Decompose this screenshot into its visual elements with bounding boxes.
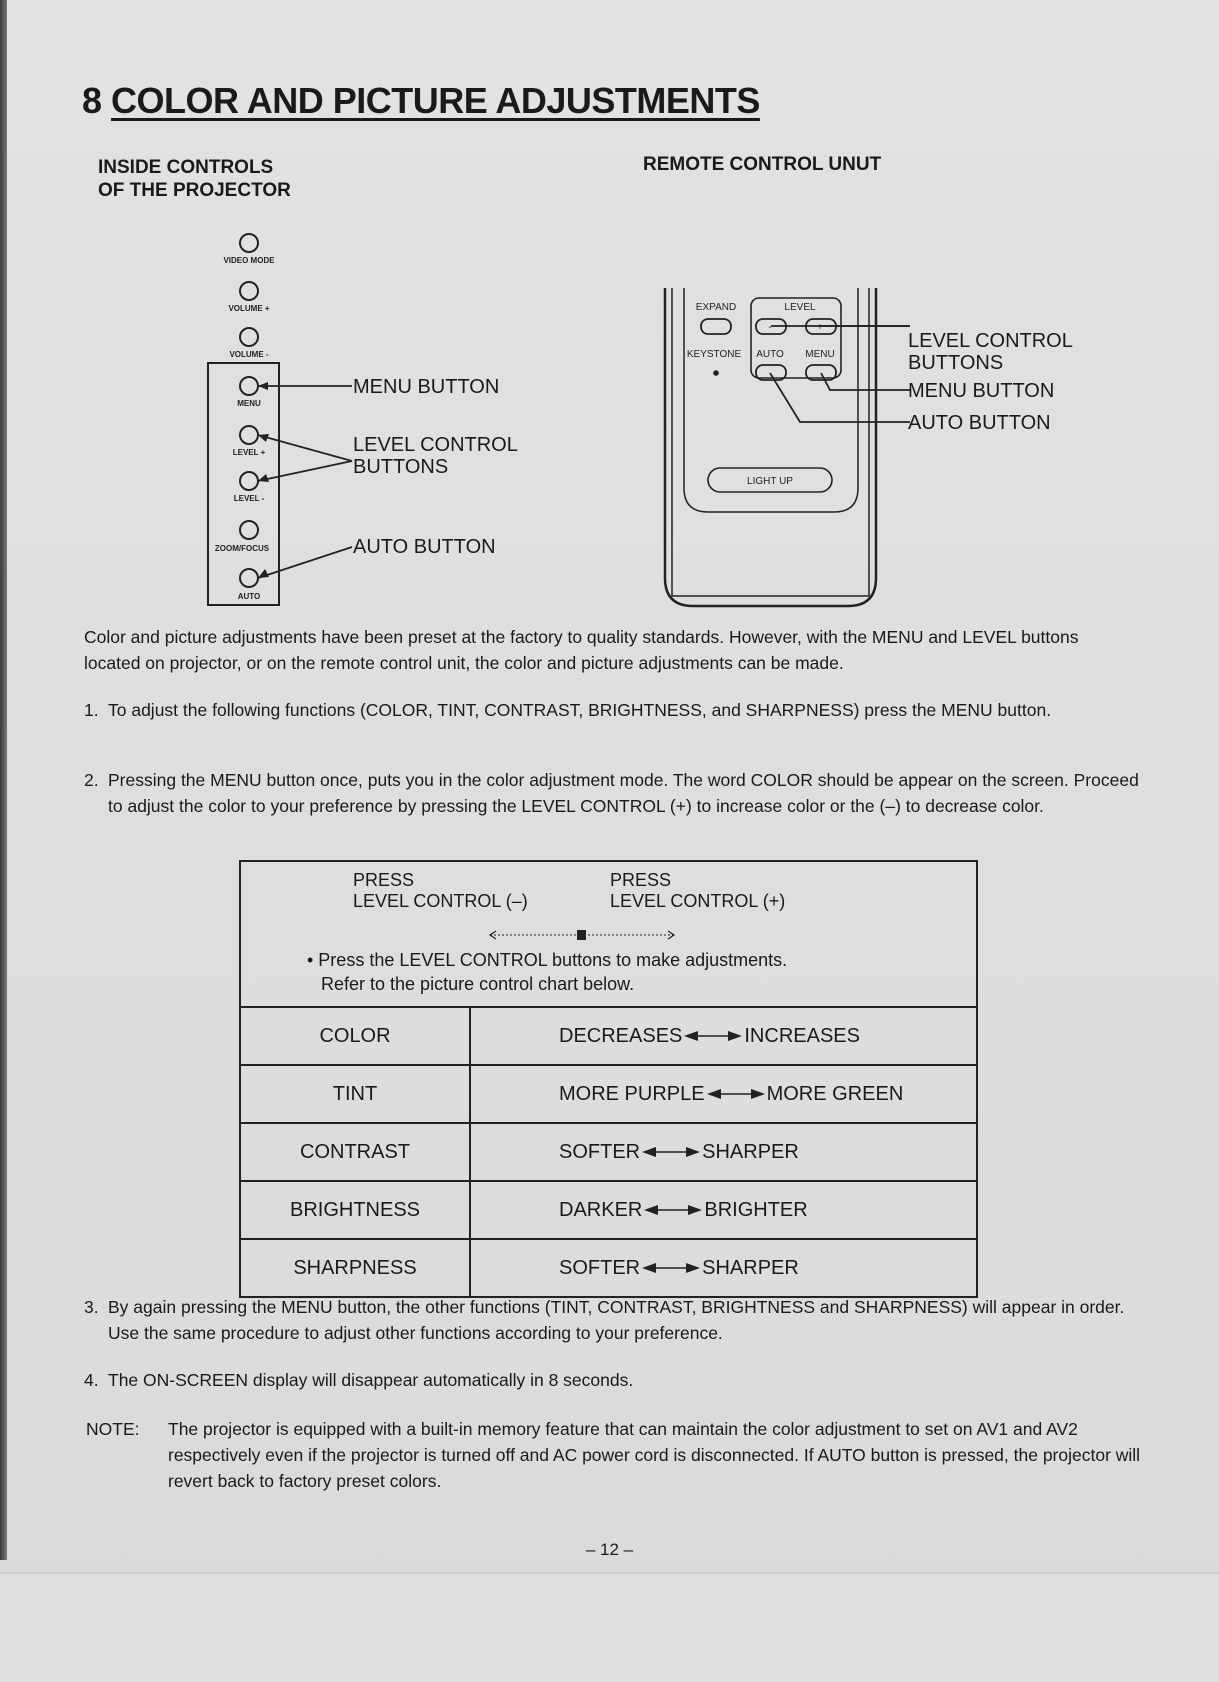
row-effect-left: DECREASES (559, 1024, 683, 1047)
step-1 (84, 697, 1139, 723)
remote-level-label: LEVEL (784, 302, 816, 313)
zoom-focus-button[interactable] (240, 521, 258, 539)
video-mode-label: VIDEO MODE (223, 256, 275, 265)
step-4 (84, 1367, 1139, 1393)
volume-up-label: VOLUME + (228, 304, 270, 313)
menu-label: MENU (237, 399, 261, 408)
row-function-name: CONTRAST (240, 1123, 470, 1181)
volume-up-button[interactable] (240, 282, 258, 300)
step-3-text: By again pressing the MENU button, the other functions (TINT, CONTRAST, BRIGHTNESS and SHARPNESS) will appear in order. Use the same procedure to adjust other functions according to your preference. (108, 1297, 1125, 1343)
press-plus-text (610, 870, 785, 912)
step-4-number: 4. (84, 1370, 99, 1390)
page-title (82, 80, 760, 122)
inside-callout-lines (258, 386, 352, 578)
chart-instructions (307, 948, 787, 996)
double-arrow-icon (644, 1204, 702, 1216)
row-effect (470, 1123, 977, 1181)
remote-level-callout-line1: LEVEL CONTROL (908, 330, 1073, 352)
row-effect-left: SOFTER (559, 1140, 641, 1163)
remote-light-up-label: LIGHT UP (747, 476, 793, 487)
remote-expand-button[interactable] (701, 319, 731, 334)
inside-heading-line1: INSIDE CONTROLS (98, 157, 274, 178)
row-function-name: SHARPNESS (240, 1239, 470, 1297)
level-indicator-bar (488, 928, 678, 942)
picture-control-chart (239, 860, 978, 1298)
inside-controls-heading (98, 156, 291, 202)
step-2 (84, 767, 1139, 819)
auto-button[interactable] (240, 569, 258, 587)
binding-edge (0, 0, 7, 1560)
row-effect-left: SOFTER (559, 1256, 641, 1279)
chart-instructions-line1: • Press the LEVEL CONTROL buttons to make adjustments. (307, 950, 788, 970)
page-bottom-margin (0, 1572, 1219, 1682)
chart-rows (240, 1007, 977, 1297)
double-arrow-icon (684, 1030, 742, 1042)
page-number: – 12 – (585, 1540, 634, 1559)
inside-auto-callout: AUTO BUTTON (353, 536, 496, 558)
note-block (86, 1416, 1141, 1494)
level-up-label: LEVEL + (232, 448, 266, 457)
auto-label: AUTO (237, 592, 261, 601)
table-row (240, 1239, 977, 1297)
row-effect (470, 1007, 977, 1065)
intro-paragraph: Color and picture adjustments have been preset at the factory to quality standards. However, with the MENU and LEVEL buttons located on projector, or on the remote control unit, the color and picture adjustments can be made. (84, 627, 1079, 673)
press-plus-line2: LEVEL CONTROL (+) (610, 891, 786, 911)
table-row (240, 1181, 977, 1239)
video-mode-button[interactable] (240, 234, 258, 252)
double-arrow-icon (642, 1146, 700, 1158)
chart-header (240, 861, 977, 1007)
inside-level-callout (353, 434, 518, 478)
row-effect (470, 1239, 977, 1297)
zoom-focus-label: ZOOM/FOCUS (214, 544, 270, 553)
level-down-button[interactable] (240, 472, 258, 490)
row-effect-right: SHARPER (702, 1256, 799, 1279)
inside-level-callout-line2: BUTTONS (353, 456, 449, 478)
row-effect-right: SHARPER (702, 1140, 799, 1163)
level-up-button[interactable] (240, 426, 258, 444)
row-effect-right: MORE GREEN (766, 1082, 904, 1105)
volume-down-label: VOLUME - (229, 350, 269, 359)
row-effect-left: DARKER (559, 1198, 643, 1221)
remote-menu-label: MENU (805, 349, 835, 360)
step-1-number: 1. (84, 700, 99, 720)
volume-down-button[interactable] (240, 328, 258, 346)
remote-keystone-label: KEYSTONE (686, 349, 742, 360)
row-function-name: TINT (240, 1065, 470, 1123)
remote-outer-body (665, 288, 876, 606)
note-label: NOTE: (86, 1419, 140, 1439)
table-row (240, 1065, 977, 1123)
remote-level-callout (908, 330, 1073, 374)
inside-menu-callout: MENU BUTTON (353, 376, 500, 398)
menu-button[interactable] (240, 377, 258, 395)
title-number: 8 (82, 80, 102, 121)
step-1-text: To adjust the following functions (COLOR, TINT, CONTRAST, BRIGHTNESS, and SHARPNESS) press the MENU button. (108, 700, 1052, 720)
title-text: COLOR AND PICTURE ADJUSTMENTS (111, 80, 760, 121)
step-3 (84, 1294, 1139, 1346)
row-effect (470, 1065, 977, 1123)
double-arrow-icon (707, 1088, 765, 1100)
remote-keystone-indicator (713, 370, 719, 376)
remote-expand-label: EXPAND (695, 302, 737, 313)
row-effect-right: BRIGHTER (704, 1198, 808, 1221)
remote-level-callout-line2: BUTTONS (908, 352, 1004, 374)
step-3-number: 3. (84, 1297, 99, 1317)
remote-auto-callout: AUTO BUTTON (908, 412, 1051, 434)
table-row (240, 1123, 977, 1181)
press-plus-line1: PRESS (610, 870, 672, 890)
remote-control-heading: REMOTE CONTROL UNUT (643, 154, 882, 175)
level-down-label: LEVEL - (233, 494, 265, 503)
row-effect-left: MORE PURPLE (559, 1082, 705, 1105)
remote-auto-label: AUTO (756, 349, 784, 360)
row-effect-right: INCREASES (744, 1024, 860, 1047)
row-effect (470, 1181, 977, 1239)
row-function-name: BRIGHTNESS (240, 1181, 470, 1239)
inside-heading-line2: OF THE PROJECTOR (98, 180, 291, 201)
remote-menu-callout: MENU BUTTON (908, 380, 1055, 402)
press-minus-line2: LEVEL CONTROL (–) (353, 891, 528, 911)
double-arrow-icon (642, 1262, 700, 1274)
press-minus-text (353, 870, 528, 912)
table-row (240, 1007, 977, 1065)
note-text: The projector is equipped with a built-in memory feature that can maintain the color adjustment to set on AV1 and AV2 respectively even if the projector is turned off and AC power cord is disconnected. If AUTO button is pressed, the projector will revert back to factory preset colors. (168, 1419, 1141, 1491)
inside-level-callout-line1: LEVEL CONTROL (353, 434, 518, 456)
remote-plus-label: + (817, 322, 823, 333)
row-function-name: COLOR (240, 1007, 470, 1065)
remote-minus-label: - (768, 322, 772, 333)
step-4-text: The ON-SCREEN display will disappear automatically in 8 seconds. (108, 1370, 634, 1390)
level-indicator-marker (577, 930, 586, 940)
chart-instructions-line2: Refer to the picture control chart below. (321, 974, 635, 994)
step-2-number: 2. (84, 770, 99, 790)
press-minus-line1: PRESS (353, 870, 415, 890)
step-2-text: Pressing the MENU button once, puts you in the color adjustment mode. The word COLOR should be appear on the screen. Proceed to adjust the color to your preference by pressing the LEVEL CONTROL (+) to increase color or the (–) to decrease color. (108, 770, 1139, 816)
